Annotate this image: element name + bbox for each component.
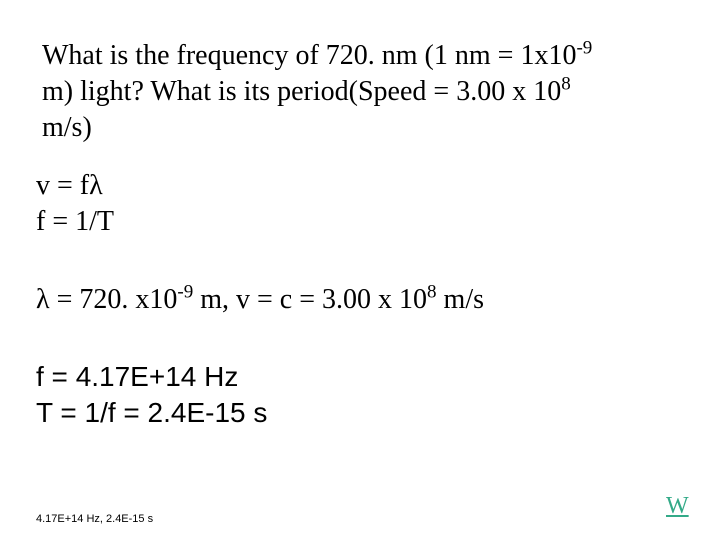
w-link[interactable]: W xyxy=(666,493,689,519)
frequency-answer: f = 4.17E+14 Hz xyxy=(36,361,239,392)
exponent: 8 xyxy=(561,73,571,95)
answer-summary: 4.17E+14 Hz, 2.4E-15 s xyxy=(36,513,154,525)
question-line-2-text: m) light? What is its period(Speed = 3.00 x 10 xyxy=(42,76,562,107)
question-line-3-text: m/s) xyxy=(42,112,92,143)
given-values xyxy=(36,281,485,316)
speed-value: m, v = c = 3.00 x 10 xyxy=(193,284,428,315)
question-text xyxy=(42,38,592,146)
wavelength-value: λ = 720. x10 xyxy=(36,284,178,315)
speed-unit: m/s xyxy=(436,284,485,315)
question-line-3 xyxy=(42,110,592,146)
question-line-1-text: What is the frequency of 720. nm (1 nm = 1x10 xyxy=(42,40,577,71)
period-answer: T = 1/f = 2.4E-15 s xyxy=(36,397,268,428)
wave-equation: v = fλ xyxy=(36,170,103,201)
exponent: 8 xyxy=(427,281,437,303)
period-equation: f = 1/T xyxy=(36,206,114,237)
exponent: -9 xyxy=(177,281,194,303)
question-line-1 xyxy=(42,38,592,74)
exponent: -9 xyxy=(576,37,593,59)
question-line-2 xyxy=(42,74,592,110)
